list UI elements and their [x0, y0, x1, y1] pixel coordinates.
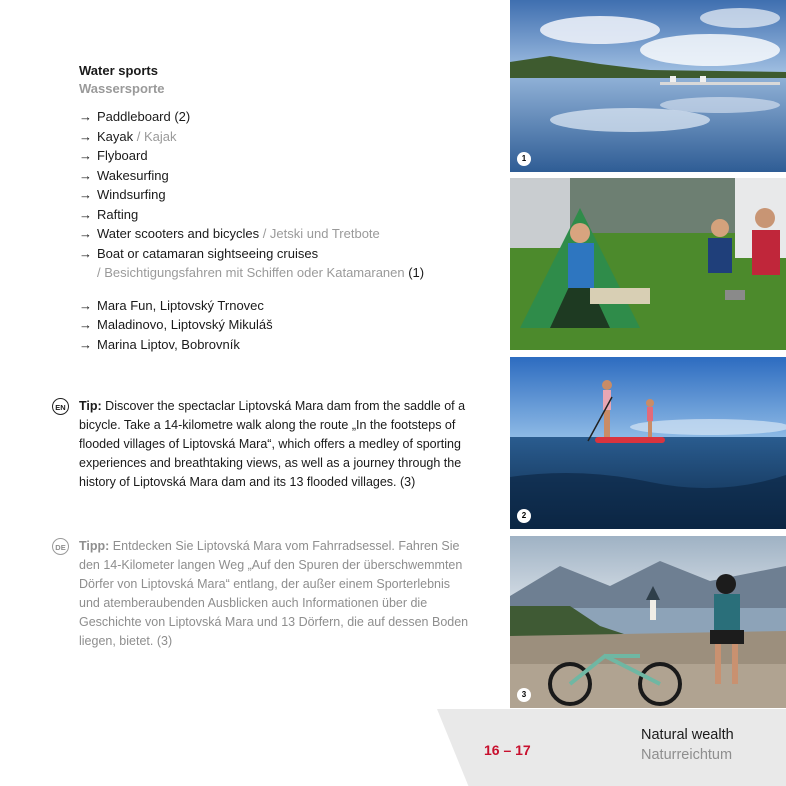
tip-text: Discover the spectaclar Liptovská Mara dam from the saddle of a bicycle. Take a 14-kilometre walk along the route „In the footsteps of flooded villages of Liptovská Mara“, which offers a medley of sporting experiences and breathtaking views, as well as a journey through the history of Liptovská Mara dam and its 13 flooded villages. (3) — [79, 399, 466, 489]
section-name-de: Naturreichtum — [641, 747, 733, 763]
arrow-right-icon: → — [79, 187, 92, 202]
language-en-badge: EN — [52, 398, 69, 415]
photo-number: 3 — [517, 688, 531, 702]
list-item: → Wakesurfing — [79, 166, 471, 186]
arrow-right-icon: → — [79, 226, 92, 241]
arrow-right-icon: → — [79, 245, 92, 261]
arrow-right-icon: → — [79, 109, 92, 124]
photo-number: 2 — [517, 509, 531, 523]
tip-de — [55, 537, 471, 651]
arrow-right-icon: → — [79, 317, 92, 332]
list-item: → Kayak / Kajak — [79, 127, 471, 147]
arrow-right-icon: → — [79, 206, 92, 222]
list-item: → Rafting — [79, 205, 471, 225]
photo-number: 1 — [517, 152, 531, 166]
arrow-right-icon: → — [79, 128, 92, 144]
list-item: → Mara Fun, Liptovský Trnovec — [79, 296, 471, 316]
section-title-de: Wassersporte — [79, 81, 165, 96]
list-item: → Maladinovo, Liptovský Mikuláš — [79, 315, 471, 335]
page-numbers: 16 – 17 — [484, 742, 531, 758]
arrow-right-icon: → — [79, 336, 92, 352]
list-item: → Flyboard — [79, 146, 471, 166]
list-item: → Water scooters and bicycles / Jetski und Tretbote — [79, 224, 471, 244]
section-title: Water sports — [79, 63, 158, 78]
tip-text: Entdecken Sie Liptovská Mara vom Fahrradsessel. Fahren Sie den 14-Kilometer langen Weg „Auf den Spuren der überschwemmten Dörfer von Liptovská Mara“ entlang, der außer einem Sporterlebnis und atemberaubenden Ausblicken auch Informationen über die Geschichte von Liptovská Mara und 13 Dörfern, die auf dessen Boden liegen, bietet. (3) — [79, 539, 469, 648]
language-de-badge: DE — [52, 538, 69, 555]
photo-camping — [510, 178, 786, 350]
list-item: → Boat or catamaran sightseeing cruises / Besichtigungsfahren mit Schiffen oder Katamaranen (1) — [79, 245, 425, 280]
photo-paddleboard — [510, 357, 786, 529]
list-item: → Marina Liptov, Bobrovník — [79, 335, 471, 355]
tip-en — [55, 397, 471, 492]
arrow-right-icon: → — [79, 148, 92, 163]
places-list — [79, 296, 471, 355]
list-item: → Windsurfing — [79, 185, 471, 205]
activities-list — [79, 107, 471, 283]
tip-label: Tip: — [79, 399, 102, 413]
arrow-right-icon: → — [79, 297, 92, 313]
photo-lake-pier — [510, 0, 786, 172]
list-item: → Paddleboard (2) — [79, 107, 471, 127]
photo-cyclist — [510, 536, 786, 708]
section-name: Natural wealth — [641, 727, 734, 743]
arrow-right-icon: → — [79, 167, 92, 183]
tip-label: Tipp: — [79, 539, 110, 553]
water-sports-section — [79, 62, 471, 354]
